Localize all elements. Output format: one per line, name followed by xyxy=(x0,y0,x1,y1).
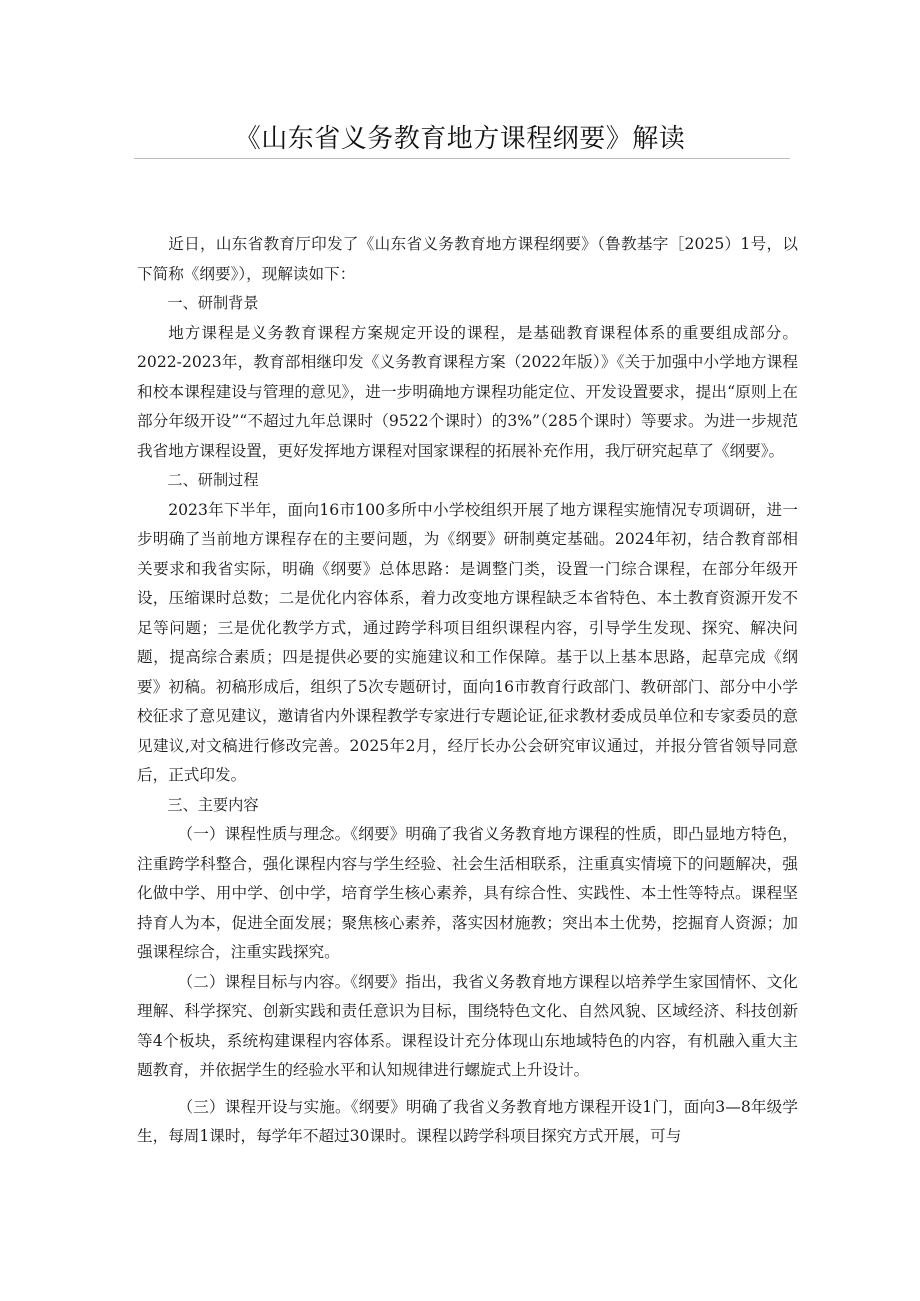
intro-paragraph: 近日，山东省教育厅印发了《山东省义务教育地方课程纲要》（鲁教基字［2025）1号，以下简称《纲要》），现解读如下： xyxy=(137,235,798,283)
goals-and-content-paragraph: （二）课程目标与内容。《纲要》指出，我省义务教育地方课程以培养学生家国情怀、文化理解、科学探究、创新实践和责任意识为目标，围绕特色文化、自然风貌、区域经济、科技创新等4个板块，系统构建课程内容体系。课程设计充分体现山东地域特色的内容，有机融入重大主题教育，并依据学生的经验水平和认知规律进行螺旋式上升设计。 xyxy=(137,972,798,1079)
document-title: 《山东省义务教育地方课程纲要》解读 xyxy=(234,124,686,154)
background-paragraph: 地方课程是义务教育课程方案规定开设的课程，是基础教育课程体系的重要组成部分。2022-2023年，教育部相继印发《义务教育课程方案（2022年版）》《关于加强中小学地方课程和校本课程建设与管理的意见》，进一步明确地方课程功能定位、开发设置要求，提出“原则上在部分年级开设”“不超过九年总课时（9522个课时）的3%”（285个课时）等要求。为进一步规范我省地方课程设置，更好发挥地方课程对国家课程的拓展补充作用，我厅研究起草了《纲要》。 xyxy=(137,323,798,460)
title-underline xyxy=(134,158,790,159)
nature-and-philosophy-paragraph: （一）课程性质与理念。《纲要》明确了我省义务教育地方课程的性质，即凸显地方特色，注重跨学科整合，强化课程内容与学生经验、社会生活相联系，注重真实情境下的问题解决，强化做中学、用中学、创中学，培育学生核心素养，具有综合性、实践性、本土性等特点。课程坚持育人为本，促进全面发展；聚焦核心素养，落实因材施教；突出本土优势，挖掘育人资源；加强课程综合，注重实践探究。 xyxy=(137,825,798,961)
section-heading-main-content: 三、主要内容 xyxy=(167,795,259,814)
setup-and-implementation-paragraph: （三）课程开设与实施。《纲要》明确了我省义务教育地方课程开设1门，面向3—8年级学生，每周1课时，每学年不超过30课时。课程以跨学科项目探究方式开展，可与 xyxy=(137,1097,798,1145)
section-heading-process: 二、研制过程 xyxy=(167,471,259,489)
section-heading-background: 一、研制背景 xyxy=(167,294,259,312)
document-body xyxy=(137,230,798,1152)
process-paragraph: 2023年下半年，面向16市100多所中小学校组织开展了地方课程实施情况专项调研，进一步明确了当前地方课程存在的主要问题，为《纲要》研制奠定基础。2024年初，结合教育部相关要求和我省实际，明确《纲要》总体思路：是调整门类，设置一门综合课程，在部分年级开设，压缩课时总数；二是优化内容体系，着力改变地方课程缺乏本省特色、本土教育资源开发不足等问题；三是优化教学方式，通过跨学科项目组织课程内容，引导学生发现、探究、解决问题，提高综合素质；四是提供必要的实施建议和工作保障。基于以上基本思路，起草完成《纲要》初稿。初稿形成后，组织了5次专题研讨，面向16市教育行政部门、教研部门、部分中小学校征求了意见建议，邀请省内外课程教学专家进行专题论证,征求教材委成员单位和专家委员的意见建议,对文稿进行修改完善。2025年2月，经厅长办公会研究审议通过，并报分管省领导同意后，正式印发。 xyxy=(137,500,798,784)
